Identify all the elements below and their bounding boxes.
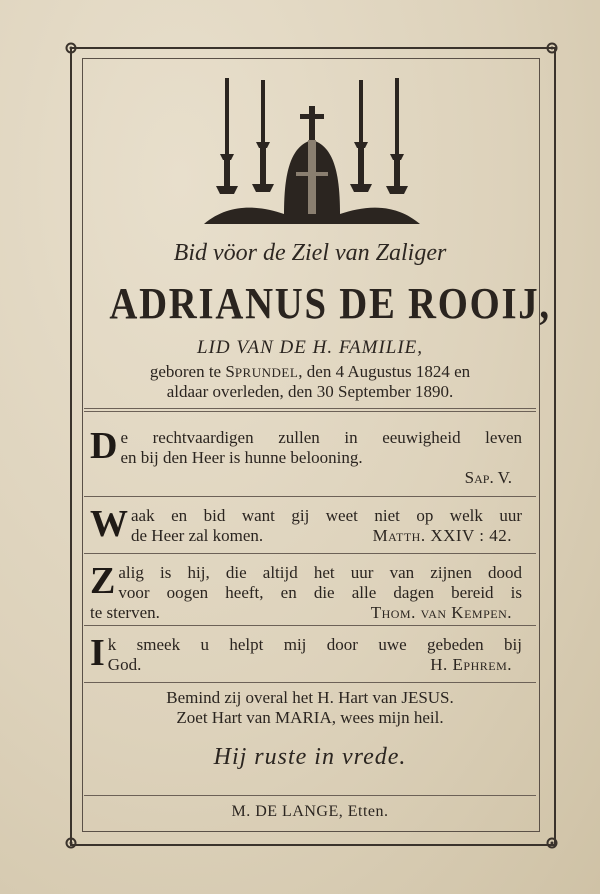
catafalque-emblem [200, 74, 424, 232]
divider [84, 553, 536, 554]
divider [84, 682, 536, 683]
drop-cap: Z [90, 560, 116, 602]
death-line: aldaar overleden, den 30 September 1890. [166, 382, 454, 401]
corner-ornament-top-right [545, 41, 559, 55]
birth-line: geboren te SPRUNDEL, den 4 Augustus 1824 en [149, 362, 471, 381]
divider [84, 795, 536, 796]
divider [84, 625, 536, 626]
closing-line: Hij ruste in vrede. [213, 744, 407, 770]
corner-ornament-bottom-right [545, 836, 559, 850]
candle-icon [216, 78, 238, 194]
verse-block: D e rechtvaardigen zullen in eeuwigheid leven en bij den Heer is hunne belooning. Sap. V. [90, 425, 522, 487]
verse-source: H. Ephrem. [430, 655, 512, 674]
verse-block: W aak en bid want gij weet niet op welk uur de Heer zal komen. Matth. XXIV : 42. [90, 503, 522, 545]
corner-ornament-bottom-left [64, 836, 78, 850]
verse-source: Thom. van Kempen. [370, 603, 512, 622]
drop-cap: D [90, 425, 118, 467]
candle-icon [252, 80, 274, 192]
verse-block: Z alig is hij, die altijd het uur van zijnen dood voor oogen heeft, en die alle dagen bereid is te sterven. Thom. van Kempen. [90, 560, 522, 622]
drop-cap: I [90, 632, 105, 674]
deceased-name: ADRIANUS DE ROOIJ, [109, 279, 551, 328]
drop-cap: W [90, 503, 128, 545]
cross-icon [300, 106, 324, 142]
membership-line: LID VAN DE H. FAMILIE, [196, 337, 424, 358]
prayer-heading: Bid vöor de Ziel van Zaliger [173, 240, 447, 266]
printer-imprint: M. DE LANGE, Etten. [231, 803, 389, 820]
candle-icon [386, 78, 408, 194]
double-divider [84, 408, 536, 412]
verse-source: Matth. XXIV : 42. [372, 526, 512, 545]
corner-ornament-top-left [64, 41, 78, 55]
divider [84, 496, 536, 497]
sacred-heart-prayer: Bemind zij overal het H. Hart van JESUS. Zoet Hart van MARIA, wees mijn heil. [166, 688, 454, 727]
verse-block: I k smeek u helpt mij door uwe gebeden bij God. H. Ephrem. [90, 632, 522, 674]
candle-icon [350, 80, 372, 192]
verse-source: Sap. V. [464, 468, 512, 487]
